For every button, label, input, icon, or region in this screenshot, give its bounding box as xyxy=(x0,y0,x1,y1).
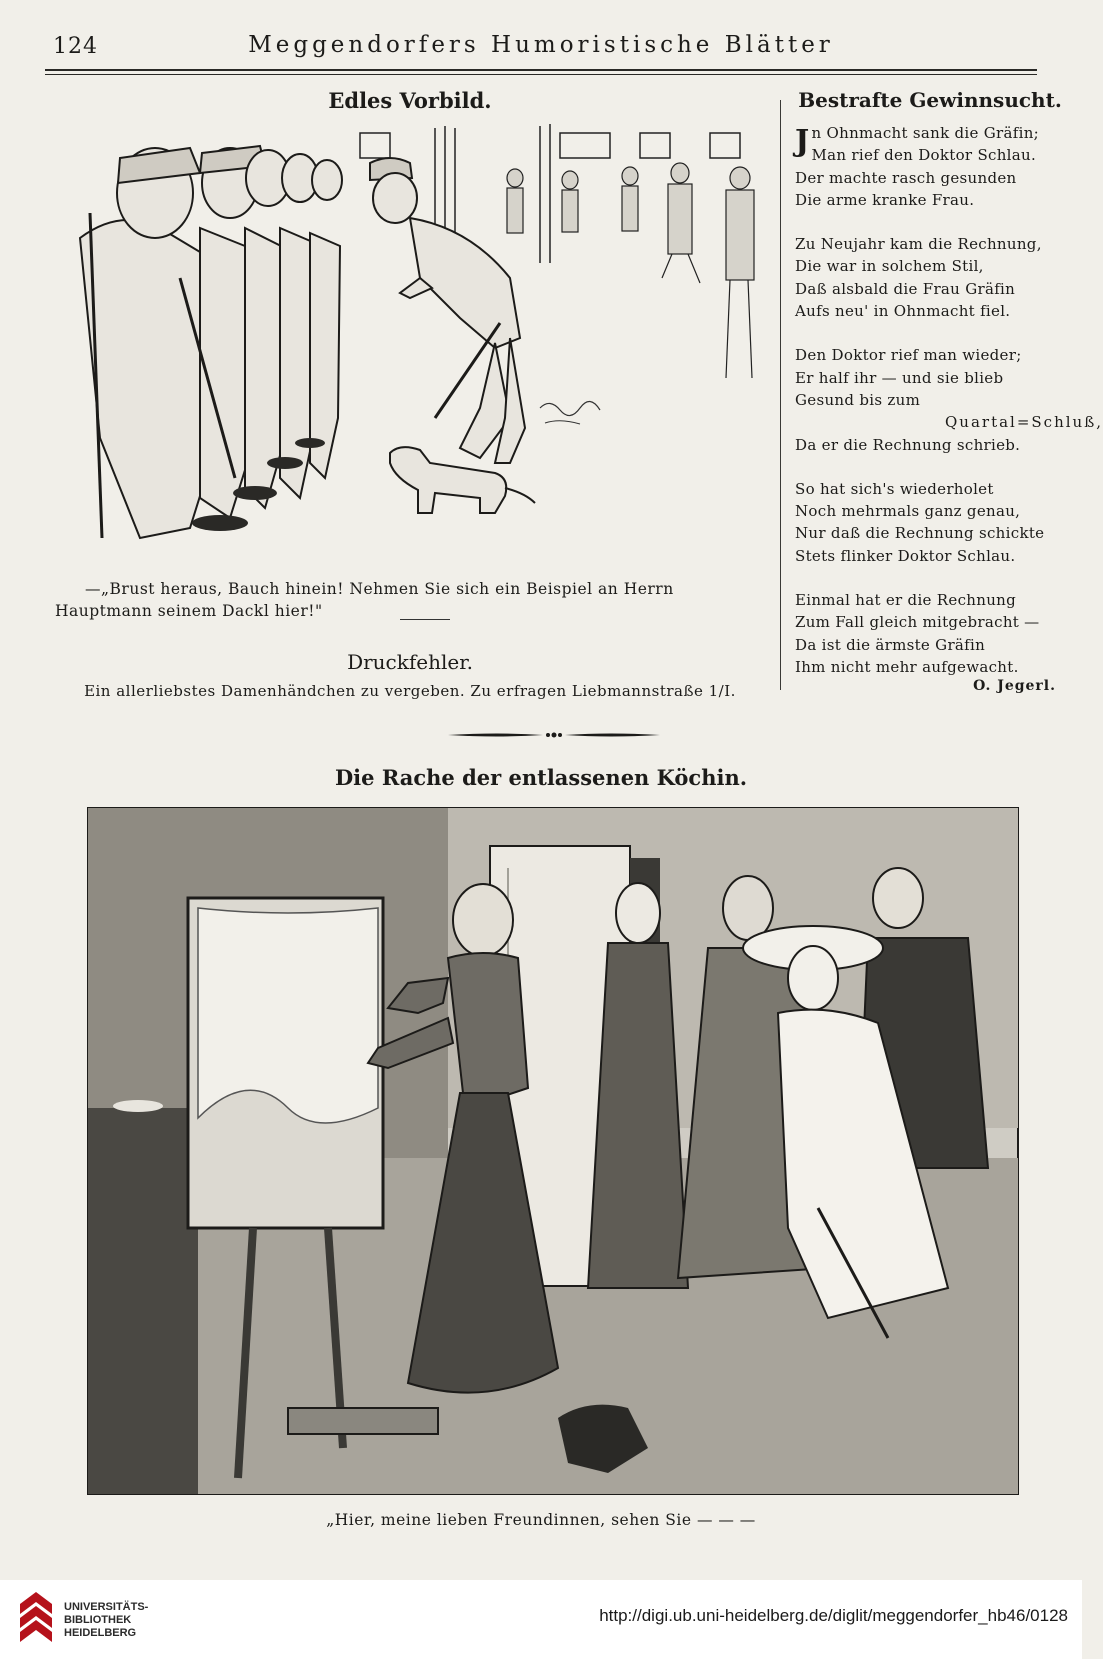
institution-line: UNIVERSITÄTS- xyxy=(64,1601,149,1613)
poem xyxy=(795,122,1103,700)
library-footer xyxy=(0,1580,1082,1659)
header-rule xyxy=(45,69,1037,71)
poem-title: Bestrafte Gewinnsucht. xyxy=(798,88,1062,112)
cook-illustration xyxy=(88,808,1018,1494)
ornament-divider xyxy=(448,729,660,741)
poem-line: Ihm nicht mehr aufgewacht. xyxy=(795,657,1019,676)
column-divider xyxy=(780,100,781,690)
poem-line: n Ohnmacht sank die Gräfin; xyxy=(811,124,1040,142)
page-number: 124 xyxy=(53,34,98,59)
cartoon-title: Edles Vorbild. xyxy=(328,88,492,113)
poem-line: Nur daß die Rechnung schickte xyxy=(795,524,1045,543)
poem-line: Zum Fall gleich mitgebracht — xyxy=(795,613,1040,632)
institution-name xyxy=(64,1601,148,1640)
section-divider xyxy=(400,619,450,620)
poem-line: Der machte rasch gesunden xyxy=(795,168,1017,187)
institution-line: BIBLIOTHEK xyxy=(64,1614,132,1626)
poem-stanza xyxy=(795,122,1045,211)
poem-stanza xyxy=(795,233,1045,322)
poem-line: Den Doktor rief man wieder; xyxy=(795,346,1022,365)
cartoon2-caption: „Hier, meine lieben Freundinnen, sehen Sie — — — xyxy=(326,1511,756,1529)
poem-line: Daß alsbald die Frau Gräfin xyxy=(795,279,1016,298)
poem-stanza xyxy=(795,478,1045,567)
university-logo-icon[interactable] xyxy=(14,1588,58,1648)
institution-line: HEIDELBERG xyxy=(64,1627,137,1639)
poem-stanza xyxy=(795,589,1045,678)
poem-line: So hat sich's wiederholet xyxy=(795,479,994,498)
poem-line: Die arme kranke Frau. xyxy=(795,190,975,209)
poem-line: Stets flinker Doktor Schlau. xyxy=(795,546,1016,565)
poem-line: Gesund bis zum xyxy=(795,390,921,409)
poem-stanza xyxy=(795,344,1103,455)
cartoon2-title: Die Rache der entlassenen Köchin. xyxy=(334,765,748,790)
poem-line: Einmal hat er die Rechnung xyxy=(795,591,1017,610)
poem-line: Die war in solchem Stil, xyxy=(795,257,984,276)
poem-line: Da ist die ärmste Gräfin xyxy=(795,635,986,654)
poem-line: Man rief den Doktor Schlau. xyxy=(811,146,1037,165)
poem-line: Quartal=Schluß, xyxy=(945,413,1103,432)
misprint-text: Ein allerliebstes Damenhändchen zu vergeben. Zu erfragen Liebmannstraße 1/I. xyxy=(84,682,736,700)
misprint-title: Druckfehler. xyxy=(347,650,473,674)
poem-line: Zu Neujahr kam die Rechnung, xyxy=(795,235,1042,254)
cartoon-caption: —„Brust heraus, Bauch hinein! Nehmen Sie sich ein Beispiel an Herrn Hauptmann seinem Dackl hier!" xyxy=(55,580,674,620)
soldiers-illustration xyxy=(40,118,775,568)
header-rule-thin xyxy=(45,74,1037,75)
drop-cap: J xyxy=(795,124,810,159)
permalink-url[interactable]: http://digi.ub.uni-heidelberg.de/diglit/meggendorfer_hb46/0128 xyxy=(599,1606,1068,1625)
running-title: Meggendorfers Humoristische Blätter xyxy=(248,32,834,58)
page-header xyxy=(45,32,1037,64)
poem-line: Aufs neu' in Ohnmacht fiel. xyxy=(795,302,1011,321)
poem-line: Er half ihr — und sie blieb xyxy=(795,368,1004,387)
poem-author: O. Jegerl. xyxy=(973,678,1056,694)
poem-line: Noch mehrmals ganz genau, xyxy=(795,502,1021,521)
poem-line: Da er die Rechnung schrieb. xyxy=(795,435,1021,454)
